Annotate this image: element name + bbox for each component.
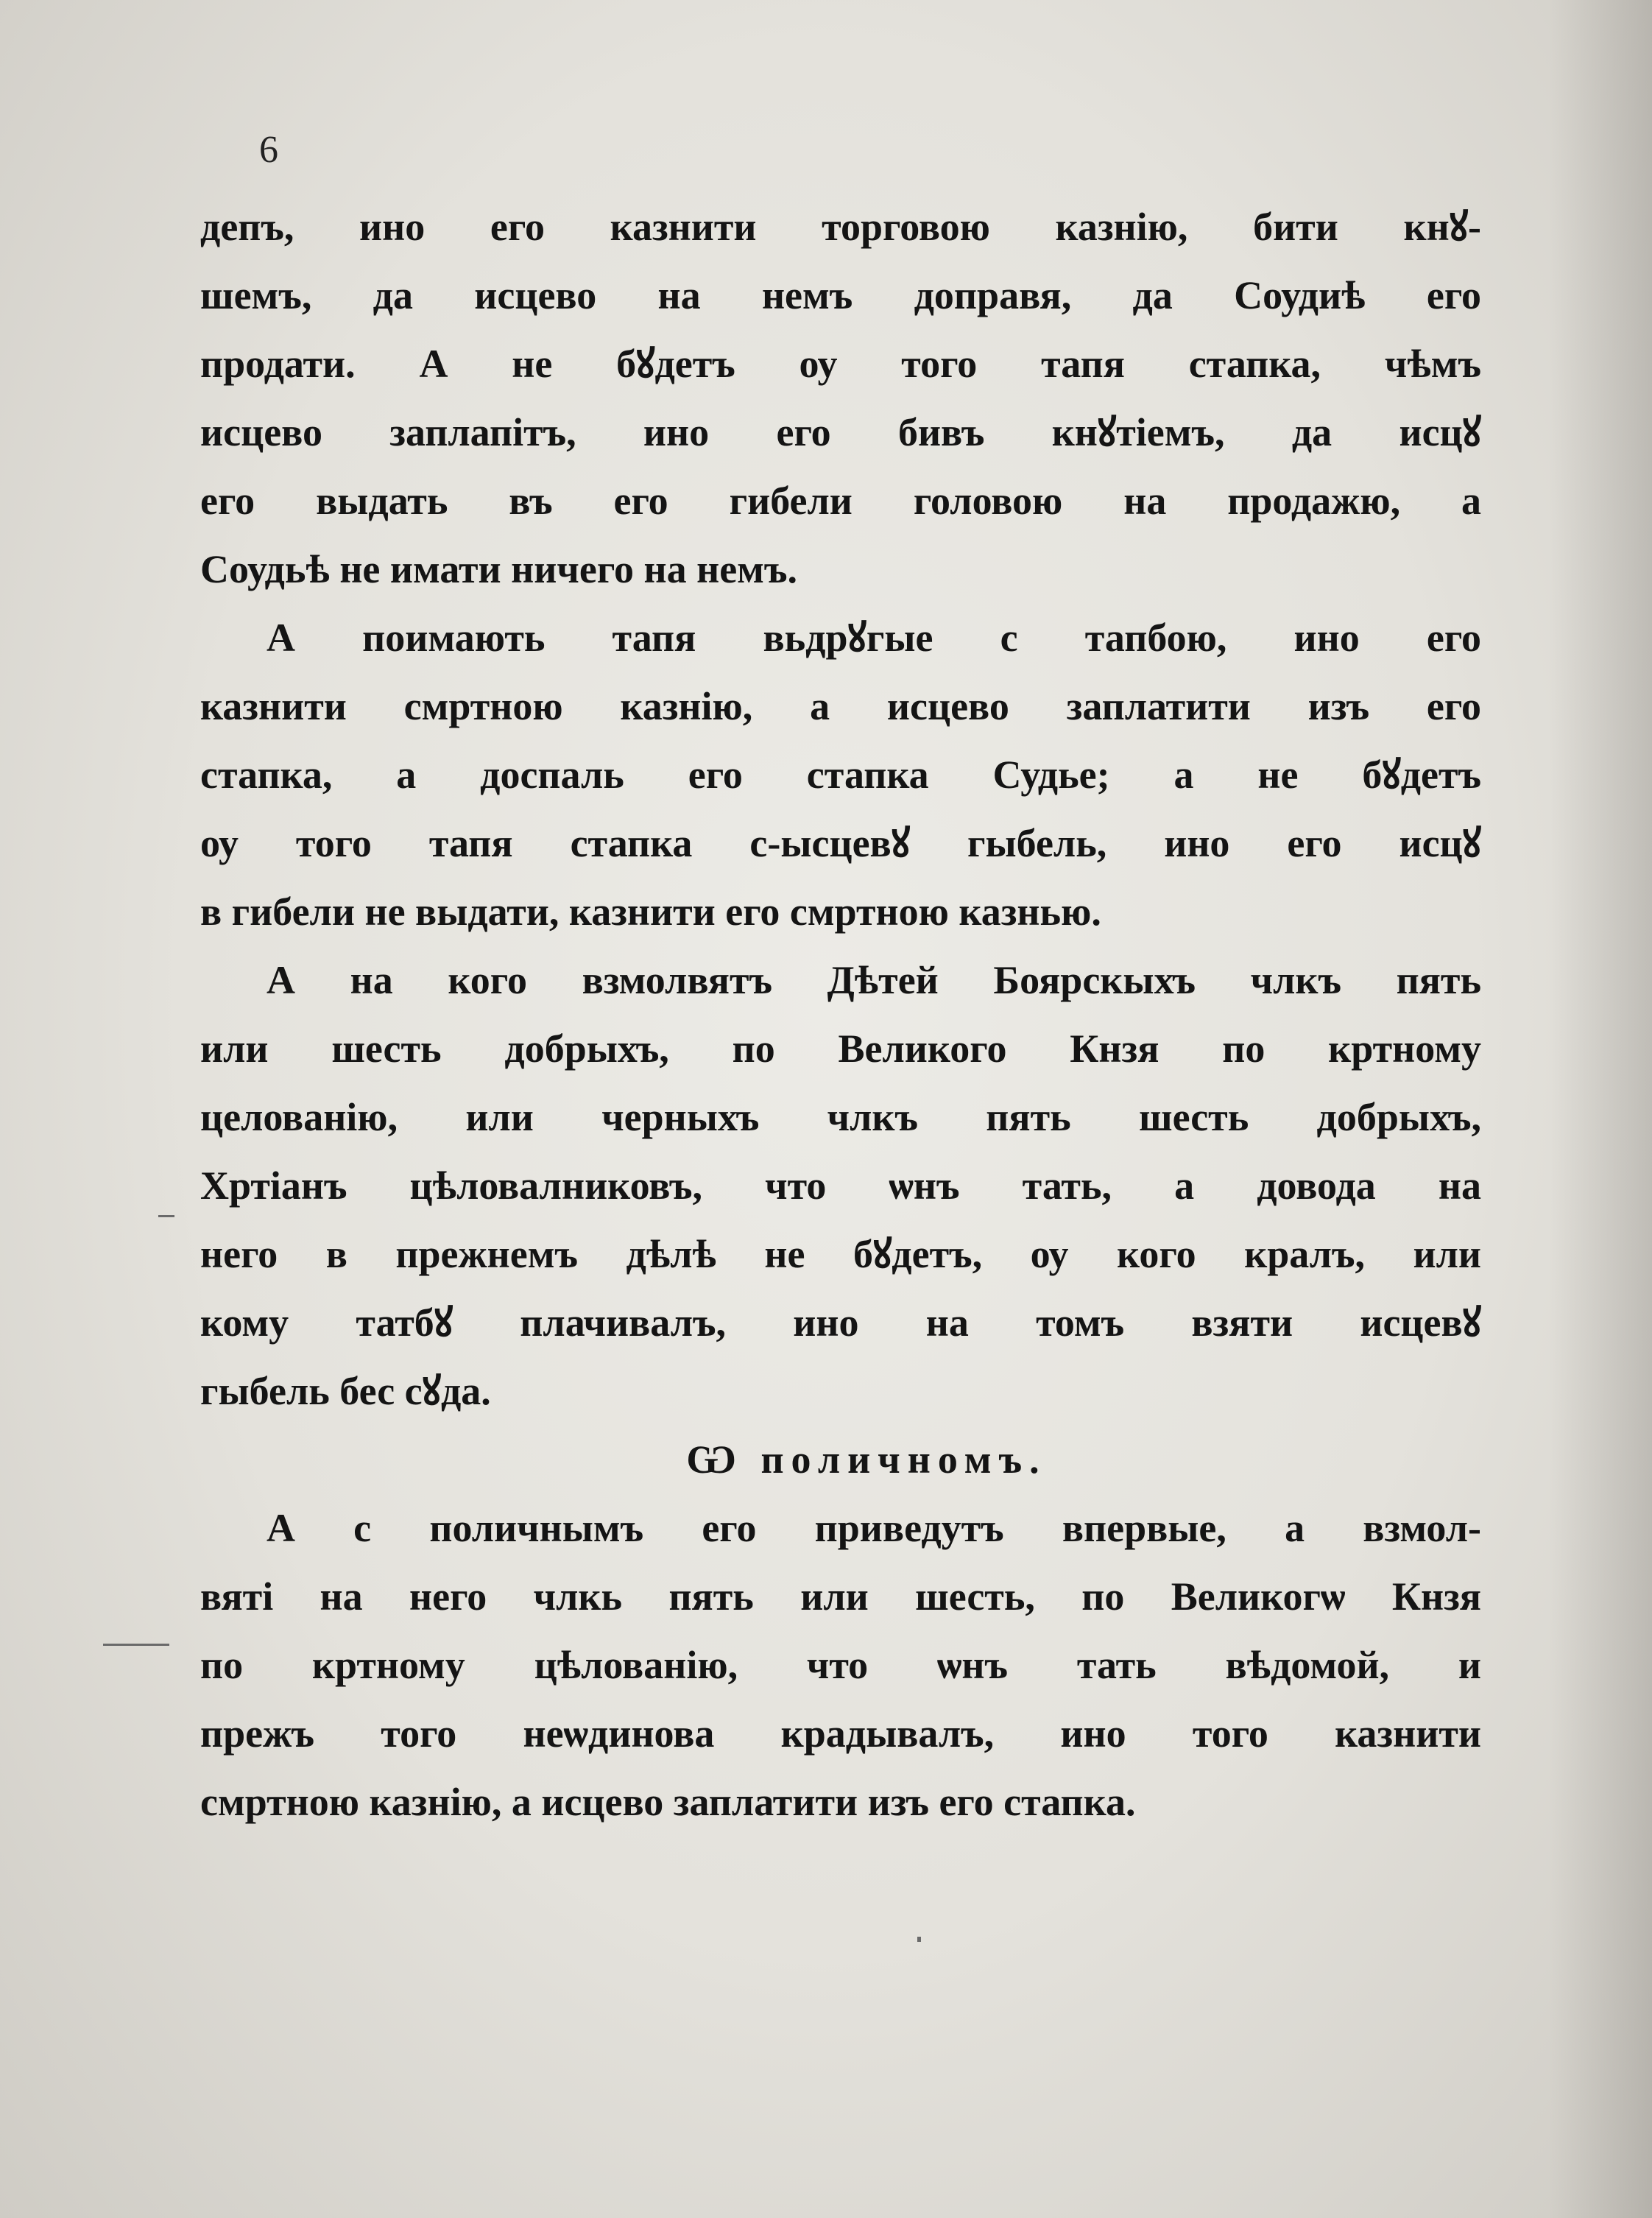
text-line: смртною казнію, а исцево заплатити изъ его стапка.: [200, 1780, 1136, 1824]
text-line: вяті на него члкь пять или шесть, по Великогѡ Кнзя: [200, 1574, 1481, 1619]
text-line: или шесть добрыхъ, по Великого Кнзя по кртному: [200, 1027, 1481, 1071]
text-line: казнити смртною казнію, а исцево заплатити изъ его: [200, 684, 1481, 728]
text-line: оу того тапя стапка с-ысцевꙋ гыбель, ино его исцꙋ: [200, 821, 1481, 865]
text-line: по кртному цѣлованію, что ѡнъ тать вѣдомой, и: [200, 1643, 1481, 1687]
text-line: депъ, ино его казнити торговою казнію, бити кнꙋ-: [200, 205, 1481, 249]
text-line: стапка, а доспаль его стапка Судье; а не бꙋдетъ: [200, 753, 1481, 797]
text-line: А поимають тапя вьдрꙋгые с тапбою, ино его: [266, 616, 1481, 660]
text-line: шемъ, да исцево на немъ доправя, да Соудиѣ его: [200, 273, 1481, 317]
margin-mark: [158, 1215, 174, 1217]
body-text: [200, 193, 1481, 1837]
text-line: прежъ того неѡдинова крадывалъ, ино того казнити: [200, 1711, 1481, 1756]
text-line: Хртіанъ цѣловалниковъ, что ѡнъ тать, а довода на: [200, 1163, 1481, 1208]
text-line: гыбель бес сꙋда.: [200, 1369, 491, 1413]
paragraph-1: [200, 193, 1481, 604]
text-line: продати. А не бꙋдетъ оу того тапя стапка, чѣмъ: [200, 342, 1481, 386]
paragraph-3: [200, 946, 1481, 1426]
text-line: в гибели не выдати, казнити его смртною казнью.: [200, 890, 1101, 934]
text-line: исцево заплапітъ, ино его бивъ кнꙋтіемъ, да исцꙋ: [200, 410, 1481, 454]
page-number: 6: [259, 129, 278, 171]
paragraph-4: [200, 1494, 1481, 1837]
text-line: А с поличнымъ его приведутъ впервые, а взмол-: [266, 1506, 1481, 1550]
section-heading: Ѡ поличномъ.: [686, 1437, 1047, 1482]
margin-mark: [103, 1644, 169, 1646]
text-line: Соудьѣ не имати ничего на немъ.: [200, 547, 797, 591]
text-line: его выдать въ его гибели головою на продажю, а: [200, 479, 1481, 523]
text-line: целованію, или черныхъ члкъ пять шесть добрыхъ,: [200, 1095, 1481, 1139]
paragraph-2: [200, 604, 1481, 946]
text-line: кому татбꙋ плачивалъ, ино на томъ взяти исцевꙋ: [200, 1300, 1481, 1345]
text-line: него в прежнемъ дѣлѣ не бꙋдетъ, оу кого кралъ, или: [200, 1232, 1481, 1276]
text-line: А на кого взмолвятъ Дѣтей Боярскыхъ члкъ пять: [266, 958, 1481, 1002]
binding-shadow: [1549, 0, 1652, 2218]
margin-mark: [917, 1937, 921, 1942]
